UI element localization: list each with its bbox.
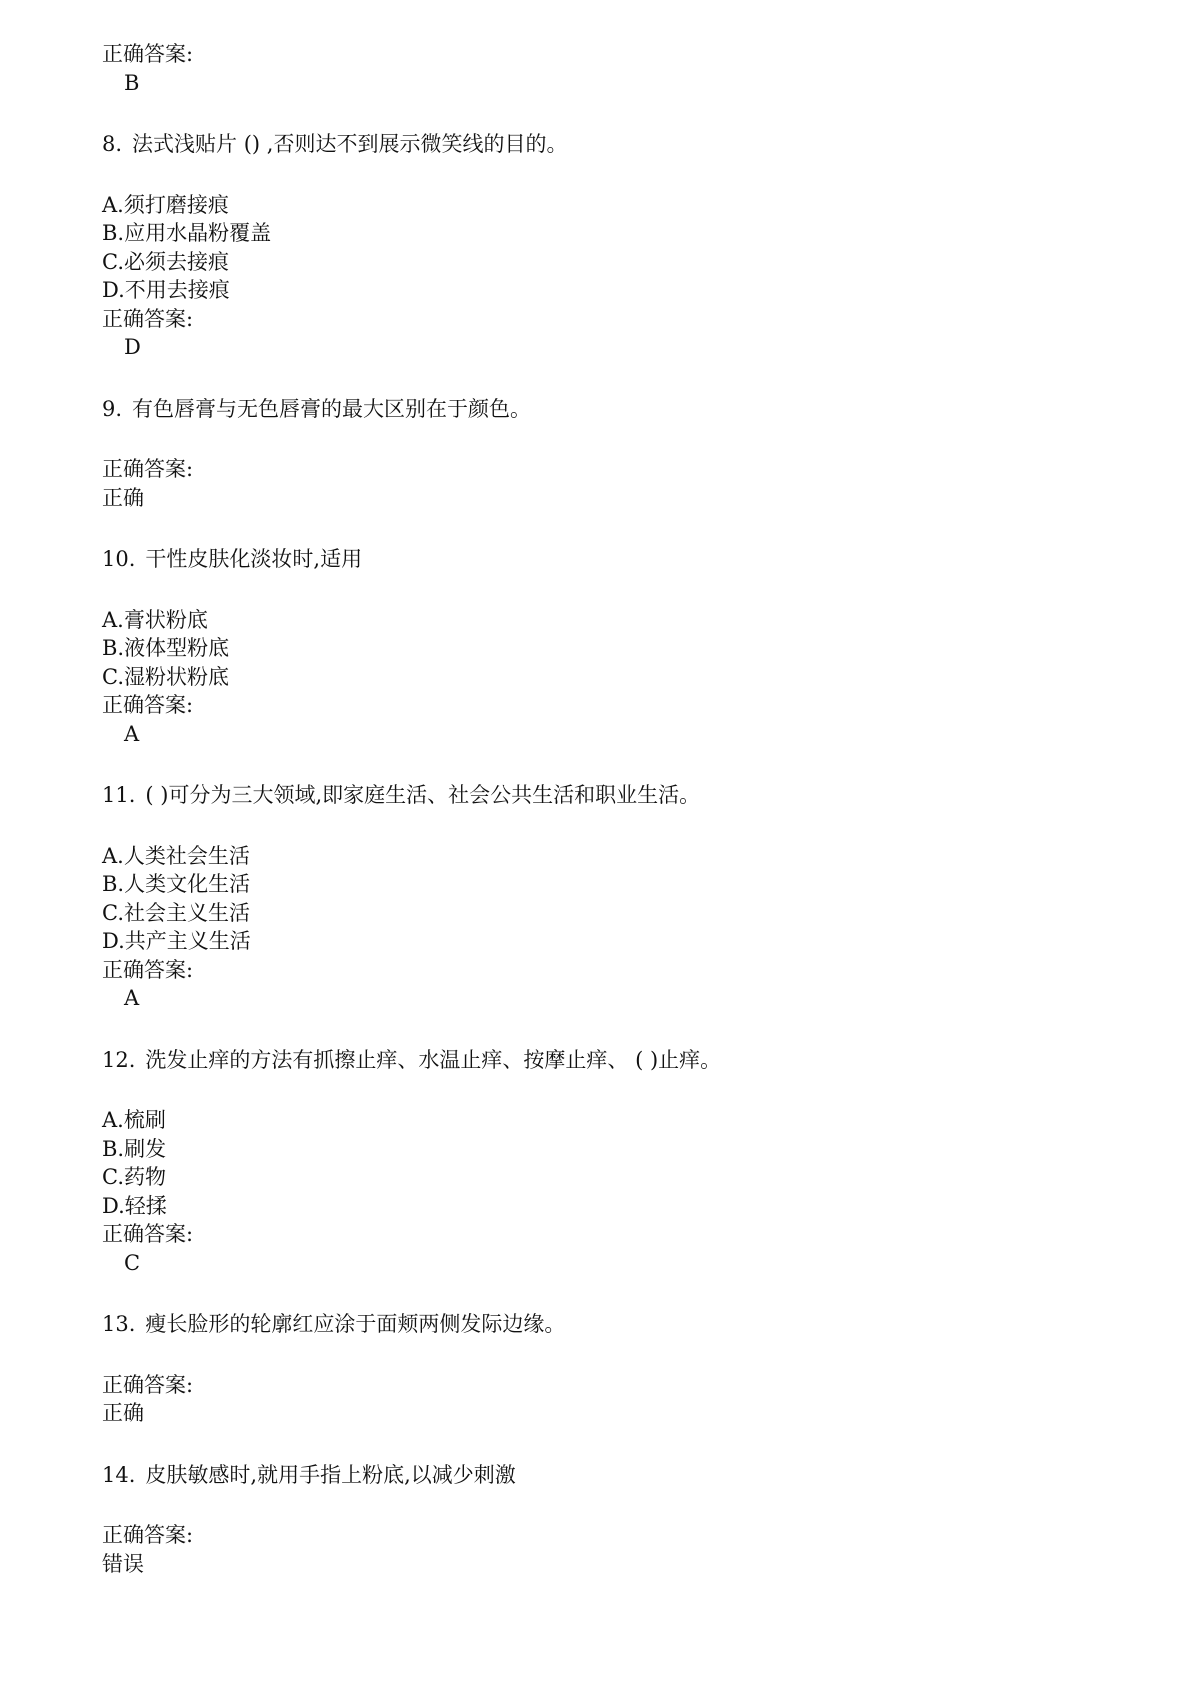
answer-value: B <box>124 70 140 95</box>
question-stem: 洗发止痒的方法有抓擦止痒、水温止痒、按摩止痒、 ( )止痒。 <box>145 1047 722 1072</box>
question-block-11 <box>102 781 1102 1013</box>
answer-value: 错误 <box>102 1551 144 1576</box>
question-block-12 <box>102 1046 1102 1278</box>
option-a: A.须打磨接痕 <box>102 192 229 217</box>
question-stem: 瘦长脸形的轮廓红应涂于面颊两侧发际边缘。 <box>145 1312 566 1336</box>
option-list <box>102 191 1102 305</box>
answer-value: 正确 <box>102 1401 144 1425</box>
answer-label: 正确答案: <box>102 957 194 982</box>
option-b: B.刷发 <box>102 1136 167 1161</box>
option-b: B.人类文化生活 <box>102 872 251 896</box>
question-block-8 <box>102 130 1102 362</box>
answer-block <box>102 305 1102 362</box>
option-c: C.社会主义生活 <box>102 900 250 925</box>
answer-value: D <box>124 335 141 359</box>
option-b: B.液体型粉底 <box>102 636 230 660</box>
question-block-13 <box>102 1310 1102 1428</box>
question-text <box>102 781 1102 810</box>
answer-value: A <box>124 986 140 1010</box>
option-a: A.人类社会生活 <box>102 843 250 868</box>
question-block-9 <box>102 395 1102 513</box>
question-number: 13. <box>102 1312 136 1336</box>
option-d: D.共产主义生活 <box>102 929 251 953</box>
answer-block <box>102 1220 1102 1277</box>
question-text <box>102 130 1102 159</box>
question-text <box>102 1046 1102 1075</box>
question-text <box>102 545 1102 574</box>
option-c: C.湿粉状粉底 <box>102 664 229 689</box>
question-number: 14. <box>102 1462 136 1487</box>
question-number: 8. <box>102 132 123 156</box>
answer-block <box>102 1521 1102 1578</box>
answer-value: A <box>124 721 140 746</box>
answer-label: 正确答案: <box>102 306 194 331</box>
question-stem: 有色唇膏与无色唇膏的最大区别在于颜色。 <box>132 396 532 421</box>
question-text <box>102 1310 1102 1339</box>
question-stem: 法式浅贴片 () ,否则达不到展示微笑线的目的。 <box>132 132 568 156</box>
question-stem: 干性皮肤化淡妆时,适用 <box>145 547 363 571</box>
question-number: 11. <box>102 783 136 807</box>
option-list <box>102 842 1102 956</box>
answer-label: 正确答案: <box>102 457 194 481</box>
question-number: 12. <box>102 1047 136 1072</box>
answer-block <box>102 956 1102 1013</box>
answer-value: C <box>124 1250 141 1275</box>
answer-block <box>102 1371 1102 1428</box>
answer-label: 正确答案: <box>102 693 194 717</box>
option-list <box>102 1106 1102 1220</box>
question-block-14 <box>102 1461 1102 1579</box>
answer-label: 正确答案: <box>102 1222 194 1246</box>
question-number: 9. <box>102 396 123 421</box>
answer-value: 正确 <box>102 485 144 510</box>
option-b: B.应用水晶粉覆盖 <box>102 221 272 245</box>
answer-label: 正确答案: <box>102 42 194 66</box>
document-page <box>102 40 1102 1578</box>
question-text <box>102 1461 1102 1490</box>
question-text <box>102 395 1102 424</box>
option-c: C.药物 <box>102 1165 166 1189</box>
answer-block <box>102 455 1102 512</box>
answer-block <box>102 691 1102 748</box>
option-a: A.梳刷 <box>102 1108 166 1132</box>
question-number: 10. <box>102 547 136 571</box>
question-block-10 <box>102 545 1102 748</box>
answer-label: 正确答案: <box>102 1372 194 1397</box>
question-stem: ( )可分为三大领域,即家庭生活、社会公共生活和职业生活。 <box>145 783 701 807</box>
question-stem: 皮肤敏感时,就用手指上粉底,以减少刺激 <box>145 1462 516 1487</box>
answer-label: 正确答案: <box>102 1523 194 1547</box>
option-a: A.膏状粉底 <box>102 607 208 632</box>
option-d: D.轻揉 <box>102 1193 167 1218</box>
option-c: C.必须去接痕 <box>102 249 229 274</box>
answer-block <box>102 40 1102 97</box>
option-d: D.不用去接痕 <box>102 278 230 302</box>
option-list <box>102 606 1102 692</box>
